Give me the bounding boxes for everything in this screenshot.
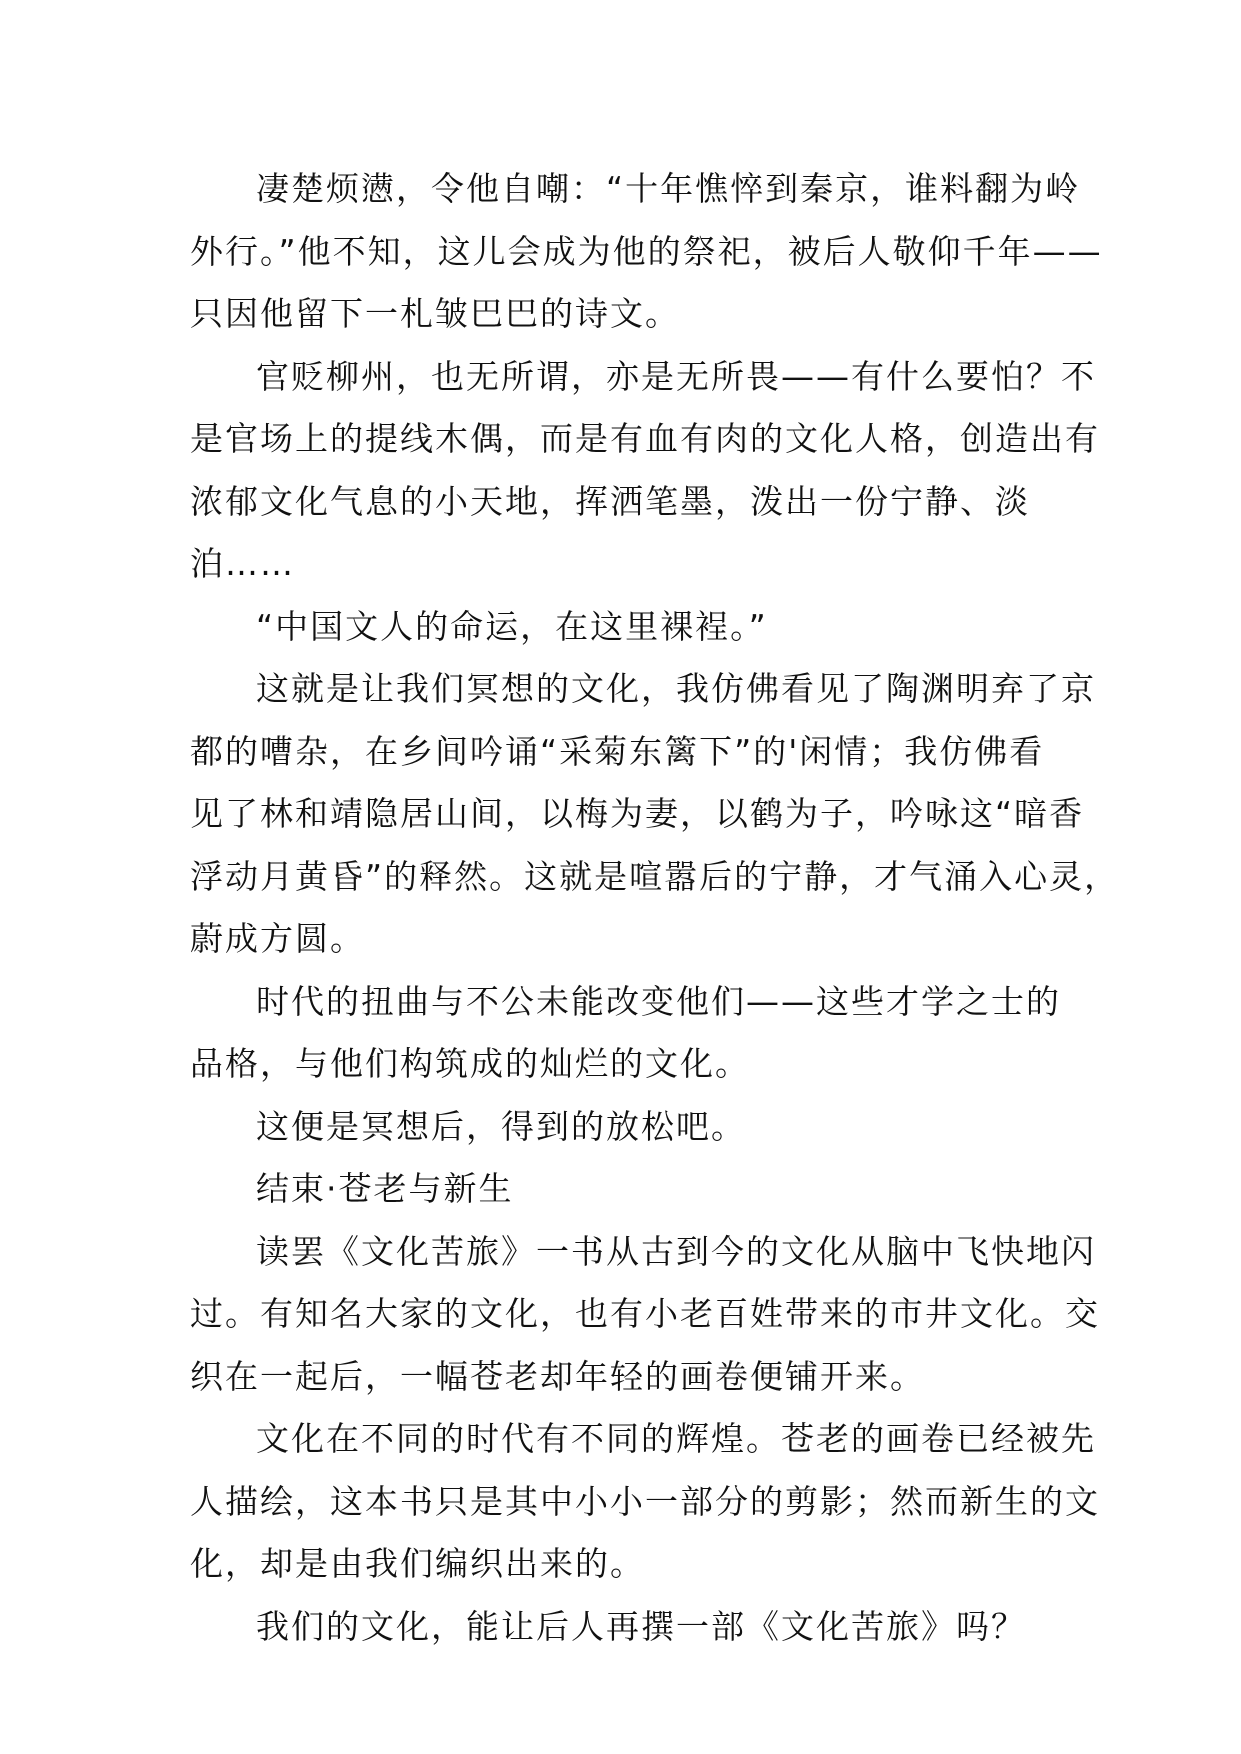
paragraph-first-line: 凄楚烦懑，令他自嘲：“十年憔悴到秦京，谁料翻为岭 bbox=[256, 169, 1081, 208]
paragraph-first-line: 这便是冥想后，得到的放松吧。 bbox=[256, 1106, 746, 1146]
text-line: 都的嘈杂，在乡间吟诵“采菊东篱下”的'闲情；我仿佛看 bbox=[190, 731, 1045, 771]
paragraph-first-line: 文化在不同的时代有不同的辉煌。苍老的画卷已经被先 bbox=[256, 1419, 1096, 1458]
text-line: 外行。”他不知，这儿会成为他的祭祀，被后人敬仰千年—— bbox=[190, 231, 1103, 271]
paragraph-first-line: 读罢《文化苦旅》一书从古到今的文化从脑中飞快地闪 bbox=[256, 1231, 1096, 1271]
text-line: 织在一起后，一幅苍老却年轻的画卷便铺开来。 bbox=[190, 1356, 925, 1396]
text-line: 浓郁文化气息的小天地，挥洒笔墨，泼出一份宁静、淡 bbox=[190, 481, 1030, 521]
text-line: 品格，与他们构筑成的灿烂的文化。 bbox=[190, 1044, 750, 1083]
section-heading: 结束·苍老与新生 bbox=[256, 1169, 514, 1208]
text-line: 化，却是由我们编织出来的。 bbox=[190, 1544, 645, 1583]
paragraph-first-line: 官贬柳州，也无所谓，亦是无所畏——有什么要怕？不 bbox=[256, 356, 1096, 396]
text-line: 人描绘，这本书只是其中小小一部分的剪影；然而新生的文 bbox=[190, 1481, 1100, 1521]
text-line: 泊…… bbox=[190, 544, 295, 583]
quote-line: “中国文人的命运，在这里裸裎。” bbox=[256, 606, 768, 646]
paragraph-first-line: 这就是让我们冥想的文化，我仿佛看见了陶渊明弃了京 bbox=[256, 669, 1096, 708]
text-line: 过。有知名大家的文化，也有小老百姓带来的市井文化。交 bbox=[190, 1294, 1100, 1333]
text-line: 是官场上的提线木偶，而是有血有肉的文化人格，创造出有 bbox=[190, 419, 1100, 458]
text-line: 只因他留下一札皱巴巴的诗文。 bbox=[190, 294, 680, 333]
text-line: 见了林和靖隐居山间，以梅为妻，以鹤为子，吟咏这“暗香 bbox=[190, 794, 1085, 833]
text-line: 浮动月黄昏”的释然。这就是喧嚣后的宁静，才气涌入心灵， bbox=[190, 856, 1120, 896]
paragraph-first-line: 我们的文化，能让后人再撰一部《文化苦旅》吗？ bbox=[256, 1606, 1026, 1646]
paragraph-first-line: 时代的扭曲与不公未能改变他们——这些才学之士的 bbox=[256, 981, 1061, 1021]
body-text bbox=[190, 158, 1120, 1658]
text-line: 蔚成方圆。 bbox=[190, 919, 365, 958]
